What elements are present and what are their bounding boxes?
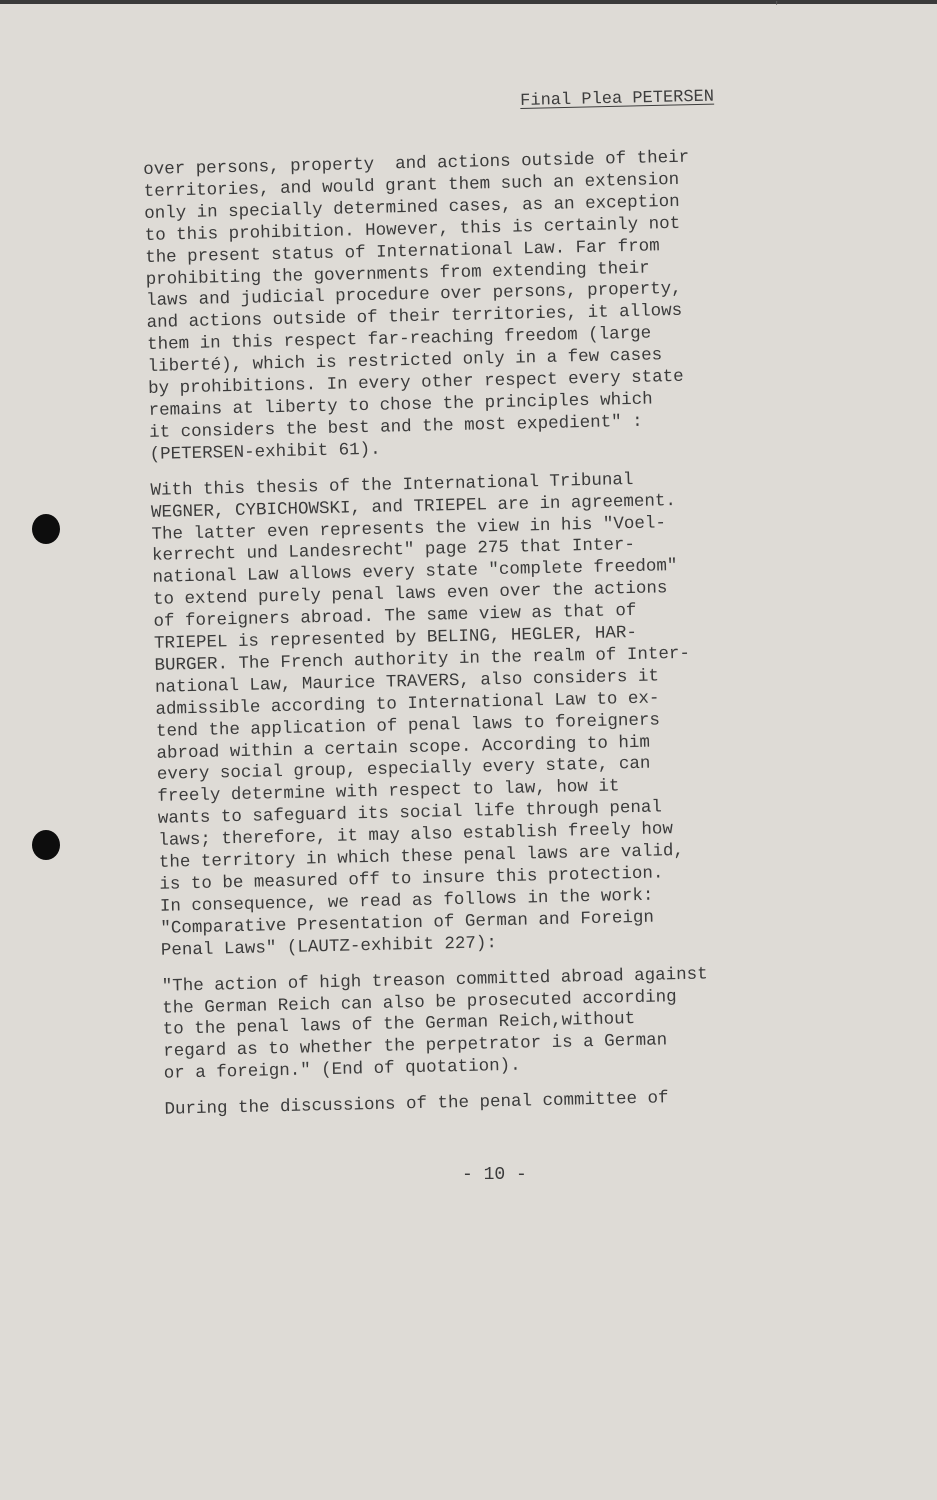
paragraph-2: With this thesis of the International Tribunal WEGNER, CYBICHOWSKI, and TRIEPEL are in agreement. The latter even represents the view in his "Voel- kerrecht und Landesrecht" page 275 that Inter- national Law allows every state "complete freedom" to extend purely penal laws even over the actions of foreigners abroad. The same view as that of TRIEPEL is represented by BELING, HEGLER, HAR- BURGER. The French authority in the realm of Inter- national Law, Maurice TRAVERS, also considers it admissible according to International Law to ex- tend the application of penal laws to foreigners abroad within a certain scope. According to him every social group, especially every state, can freely determine with respect to law, how it wants to safeguard its social life through penal laws; therefore, it may also establish freely how the territory in which these penal laws are valid, is to be measured off to insure this protection. In consequence, we read as follows in the work: "Comparative Presentation of German and Foreign Penal Laws" (LAUTZ-exhibit 227): xyxy=(150,469,691,961)
document-body xyxy=(143,145,815,1136)
corner-mark: ' xyxy=(773,0,781,14)
paragraph-4: During the discussions of the penal committee of xyxy=(164,1088,669,1120)
quotation-paragraph: "The action of high treason committed abroad against the German Reich can also be prosecuted according to the penal laws of the German Reich,without regard as to whether the perpetrator is a German or a foreign." (End of quotation). xyxy=(161,964,708,1085)
punch-hole-icon xyxy=(32,514,60,544)
page-top-edge xyxy=(0,0,937,4)
paragraph-1: over persons, property and actions outside of their territories, and would grant them such an extension only in specially determined cases, as an exception to this prohibition. However, this is certainly not the present status of International Law. Far from prohibiting the governments from extending their laws and judicial procedure over persons, property, and actions outside of their territories, it allows them in this respect far-reaching freedom (large liberté), which is restricted only in a few cases by prohibitions. In every other respect every state remains at liberty to chose the principles which it considers the best and the most expedient" : (PETERSEN-exhibit 61). xyxy=(143,147,690,465)
page-header: Final Plea PETERSEN xyxy=(520,87,715,111)
punch-hole-icon xyxy=(32,830,60,860)
page-number: - 10 - xyxy=(462,1165,527,1185)
